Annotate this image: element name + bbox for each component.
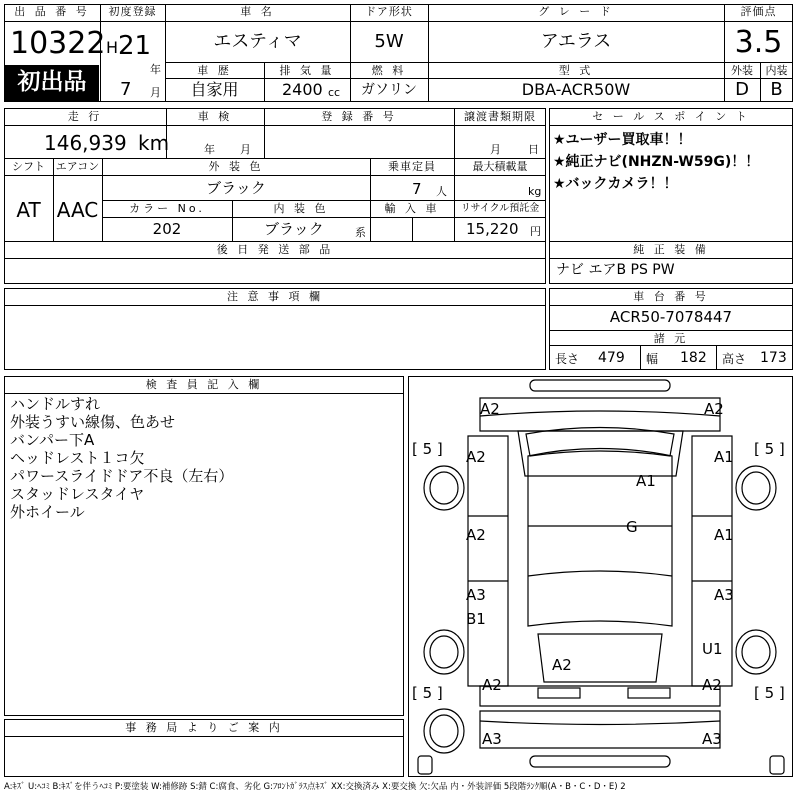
height-value: 173	[760, 350, 787, 366]
tire-mark: [ 5 ]	[754, 684, 785, 702]
interior-color-value: ブラック	[264, 220, 324, 238]
width-label: 幅	[646, 352, 659, 366]
damage-mark: A2	[702, 676, 722, 694]
recycle-label: リサイクル預託金	[460, 203, 540, 214]
capacity-value: 7	[412, 180, 422, 198]
inspector-line: スタッドレスタイヤ	[10, 485, 145, 503]
tire-mark: [ 5 ]	[412, 440, 443, 458]
first-reg-month: 7	[120, 79, 132, 100]
interior-grade-label: 内装	[765, 64, 788, 77]
displacement-value: 2400	[282, 80, 323, 99]
chassis-value: ACR50-7078447	[609, 308, 733, 326]
ac-value: AAC	[56, 198, 99, 222]
interior-color-suffix: 系	[355, 226, 366, 239]
score-label: 評価点	[740, 5, 777, 18]
damage-mark: B1	[466, 610, 486, 628]
exterior-color-value: ブラック	[206, 179, 266, 197]
fuel-value: ガソリン	[361, 82, 417, 98]
damage-mark: A3	[702, 730, 722, 748]
damage-mark: G	[626, 518, 638, 536]
notes-label: 注 意 事 項 欄	[227, 290, 323, 303]
tire-mark: [ 5 ]	[754, 440, 785, 458]
length-value: 479	[598, 350, 625, 366]
shift-value: AT	[16, 198, 41, 222]
mileage-label: 走 行	[67, 110, 103, 123]
displacement-unit: cc	[328, 86, 341, 99]
color-no-label: カラー No.	[129, 202, 205, 215]
tire-mark: [ 5 ]	[412, 684, 443, 702]
length-label: 長さ	[555, 352, 580, 366]
chassis-label: 車 台 番 号	[633, 290, 709, 303]
ac-label: エアコン	[55, 160, 100, 173]
inspector-line: バンパー下A	[10, 431, 95, 449]
legend: A:ｷｽﾞ U:ﾍｺﾐ B:ｷｽﾞを伴うﾍｺﾐ P:要塗装 W:補修跡 S:錆 C:腐食、劣化 G:ﾌﾛﾝﾄｶﾞﾗｽ点ｷｽﾞ XX:交換済み X:要交換 欠:欠品 内・外装評価 5段階ﾗﾝｸ順(A・B・C・D・E) 2	[4, 782, 626, 792]
grade-label: グ レ ー ド	[538, 5, 614, 18]
door-label: ドア形状	[365, 5, 413, 18]
dims-label: 諸 元	[653, 332, 689, 345]
import-label: 輸 入 車	[384, 202, 440, 215]
inspector-label: 検 査 員 記 入 欄	[145, 378, 263, 391]
model-value: DBA-ACR50W	[521, 80, 631, 99]
inspection-year-unit: 年	[204, 143, 215, 156]
shift-label: シフト	[12, 160, 45, 173]
transfer-label: 譲渡書類期限	[464, 110, 536, 123]
inspection-month-unit: 月	[240, 143, 251, 156]
inspector-line: パワースライドドア不良（左右）	[10, 467, 234, 485]
inspection-label: 車 検	[197, 110, 233, 123]
displacement-label: 排 気 量	[279, 64, 335, 77]
sales-point-line: ★純正ナビ(NHZN-W59G)！！	[553, 154, 760, 170]
damage-mark: A2	[466, 448, 486, 466]
later-parts-label: 後 日 発 送 部 品	[216, 243, 334, 256]
damage-mark: A3	[482, 730, 502, 748]
color-no-value: 202	[152, 220, 182, 238]
month-unit: 月	[150, 86, 161, 99]
rear-bumper	[480, 711, 720, 748]
recycle-value: 15,220	[466, 220, 519, 238]
damage-mark: A3	[466, 586, 486, 604]
inspector-line: ヘッドレスト１コ欠	[10, 449, 145, 467]
history-label: 車 歴	[197, 64, 232, 77]
inspector-line: ハンドルすれ	[10, 395, 101, 413]
exterior-color-label: 外 装 色	[208, 160, 264, 173]
equipment-value: ナビ エアB PS PW	[556, 262, 675, 278]
windshield	[526, 428, 674, 457]
lot-number: 10322	[10, 26, 106, 61]
score-value: 3.5	[734, 25, 783, 60]
capacity-label: 乗車定員	[388, 160, 436, 173]
body-outline	[468, 436, 508, 686]
lot-label: 出 品 番 号	[14, 5, 90, 18]
transfer-day-unit: 日	[528, 143, 539, 156]
office-label: 事 務 局 よ り ご 案 内	[125, 721, 283, 734]
first-reg-label: 初度登録	[108, 5, 157, 18]
grade-value: アエラス	[540, 31, 612, 52]
inspector-line: 外ホイール	[10, 503, 85, 521]
car-diagram	[408, 376, 793, 777]
first-listing-text: 初出品	[17, 69, 87, 95]
door-value: 5W	[374, 31, 404, 52]
max-load-unit: kg	[528, 185, 542, 198]
damage-mark: A1	[714, 526, 734, 544]
height-label: 高さ	[722, 352, 747, 366]
damage-mark: A2	[466, 526, 486, 544]
sales-point-line: ★ユーザー買取車！！	[553, 132, 692, 148]
damage-mark: U1	[702, 640, 723, 658]
sales-point-line: ★バックカメラ！！	[553, 176, 678, 192]
front-bumper-bar	[530, 380, 670, 391]
fuel-label: 燃 料	[371, 64, 407, 77]
mileage-unit: km	[138, 131, 170, 155]
mileage-value: 146,939	[44, 131, 127, 155]
damage-mark: A2	[482, 676, 502, 694]
max-load-label: 最大積載量	[472, 160, 528, 173]
interior-color-label: 内 装 色	[273, 202, 329, 215]
model-label: 型 式	[558, 64, 594, 77]
equipment-label: 純 正 装 備	[633, 243, 709, 256]
first-reg-year: 21	[118, 31, 152, 61]
front-panel	[480, 398, 720, 431]
width-value: 182	[680, 350, 707, 366]
exterior-grade-label: 外装	[731, 64, 753, 77]
rear-panel	[480, 686, 720, 706]
history-value: 自家用	[190, 80, 239, 99]
transfer-month-unit: 月	[490, 143, 501, 156]
interior-grade: B	[770, 79, 783, 100]
sales-points-label: セ ー ル ス ポ イ ン ト	[592, 110, 750, 123]
era-letter: H	[106, 38, 119, 57]
inspector-line: 外装うすい線傷、色あせ	[10, 413, 176, 431]
damage-mark: A2	[552, 656, 572, 674]
damage-mark: A2	[704, 400, 724, 418]
car-name: エスティマ	[213, 31, 302, 52]
damage-mark: A3	[714, 586, 734, 604]
exterior-grade: D	[735, 79, 749, 100]
year-unit: 年	[150, 63, 161, 76]
damage-mark: A1	[714, 448, 734, 466]
damage-mark: A1	[636, 472, 656, 490]
registration-label: 登 録 番 号	[321, 110, 397, 123]
recycle-unit: 円	[530, 225, 541, 238]
damage-mark: A2	[480, 400, 500, 418]
capacity-unit: 人	[436, 185, 447, 198]
car-name-label: 車 名	[240, 5, 275, 18]
